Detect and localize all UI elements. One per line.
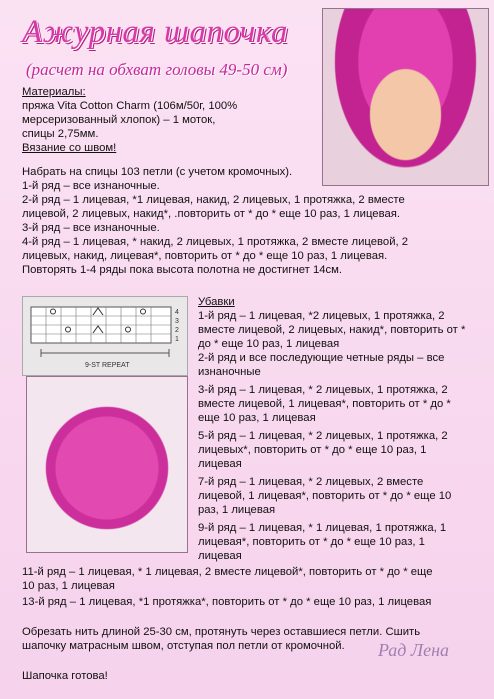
- decrease-line: лицевых*, повторить от * до * еще 10 раз, 1: [198, 444, 427, 456]
- decrease-line: 1-й ряд – 1 лицевая, *2 лицевых, 1 протяжка, 2: [198, 310, 445, 322]
- signature: Рад Лена: [378, 640, 450, 660]
- instruction-line: лицевой, 2 лицевых, накид*, .повторить от * до * еще 10 раз, 1 лицевая.: [22, 208, 400, 220]
- chart-repeat-label: 9-ST REPEAT: [85, 362, 130, 369]
- knitting-chart: [22, 296, 188, 376]
- chart-row-number: 2: [175, 327, 179, 334]
- instruction-line: лицевых, накид, лицевая*, повторить от * до * еще 10 раз, 1 лицевая.: [22, 250, 388, 262]
- decrease-line: лицевой, 1 лицевая*, повторить от * до * еще 10: [198, 490, 452, 502]
- decrease-line: 11-й ряд – 1 лицевая, * 1 лицевая, 2 вместе лицевой*, повторить от * до * еще: [22, 566, 433, 578]
- seam-note: Вязание со швом!: [22, 142, 117, 154]
- decrease-line: еще 10 раз, 1 лицевая: [198, 412, 316, 424]
- materials-line: мерсеризованный хлопок) – 1 моток,: [22, 114, 216, 126]
- child-photo: [322, 8, 489, 186]
- decrease-line: вместе лицевой, 1 лицевая*, повторить от * до *: [198, 398, 451, 410]
- decrease-line: изнаночные: [198, 366, 261, 378]
- materials-line: спицы 2,75мм.: [22, 128, 99, 140]
- chart-grid: [23, 297, 187, 375]
- chart-row-number: 4: [175, 309, 179, 316]
- decrease-line: 3-й ряд – 1 лицевая, * 2 лицевых, 1 протяжка, 2: [198, 384, 448, 396]
- decrease-line: 5-й ряд – 1 лицевая, * 2 лицевых, 1 протяжка, 2: [198, 430, 448, 442]
- decrease-line: 10 раз, 1 лицевая: [22, 580, 115, 592]
- decrease-line: раз, 1 лицевая: [198, 504, 276, 516]
- decrease-line: до * еще 10 раз, 1 лицевая: [198, 338, 340, 350]
- instruction-line: 3-й ряд – все изнаночные.: [22, 222, 160, 234]
- decrease-line: 7-й ряд – 1 лицевая, * 2 лицевых, 2 вместе: [198, 476, 424, 488]
- decrease-line: 13-й ряд – 1 лицевая, *1 протяжка*, повторить от * до * еще 10 раз, 1 лицевая: [22, 596, 432, 608]
- instruction-line: Набрать на спицы 103 петли (с учетом кромочных).: [22, 166, 293, 178]
- decrease-line: вместе лицевой, 2 лицевых, накид*, повторить от *: [198, 324, 466, 336]
- hat-photo: [26, 376, 188, 553]
- page-subtitle: (расчет на обхват головы 49-50 см): [26, 60, 288, 79]
- decrease-line: лицевая: [198, 458, 242, 470]
- page-title: Ажурная шапочка: [22, 14, 288, 50]
- chart-row-number: 3: [175, 318, 179, 325]
- decrease-line: лицевая*, повторить от * до * еще 10 раз, 1: [198, 536, 425, 548]
- instruction-line: 4-й ряд – 1 лицевая, * накид, 2 лицевых, 1 протяжка, 2 вместе лицевой, 2: [22, 236, 409, 248]
- decrease-line: 9-й ряд – 1 лицевая, * 1 лицевая, 1 протяжка, 1: [198, 522, 447, 534]
- decreases-heading: Убавки: [198, 296, 235, 308]
- finish-line: Обрезать нить длиной 25-30 см, протянуть через оставшиеся петли. Сшить: [22, 626, 421, 638]
- instruction-line: Повторять 1-4 ряды пока высота полотна не достигнет 14см.: [22, 264, 343, 276]
- instruction-line: 1-й ряд – все изнаночные.: [22, 180, 160, 192]
- finish-line: шапочку матрасным швом, отступая пол петли от кромочной.: [22, 640, 345, 652]
- chart-row-number: 1: [175, 336, 179, 343]
- materials-line: пряжа Vita Cotton Charm (106м/50г, 100%: [22, 100, 238, 112]
- materials-heading: Материалы:: [22, 86, 86, 98]
- decrease-line: 2-й ряд и все последующие четные ряды – все: [198, 352, 445, 364]
- decrease-line: лицевая: [198, 550, 242, 562]
- finish-note: Шапочка готова!: [22, 670, 108, 682]
- instruction-line: 2-й ряд – 1 лицевая, *1 лицевая, накид, 2 лицевых, 1 протяжка, 2 вместе: [22, 194, 405, 206]
